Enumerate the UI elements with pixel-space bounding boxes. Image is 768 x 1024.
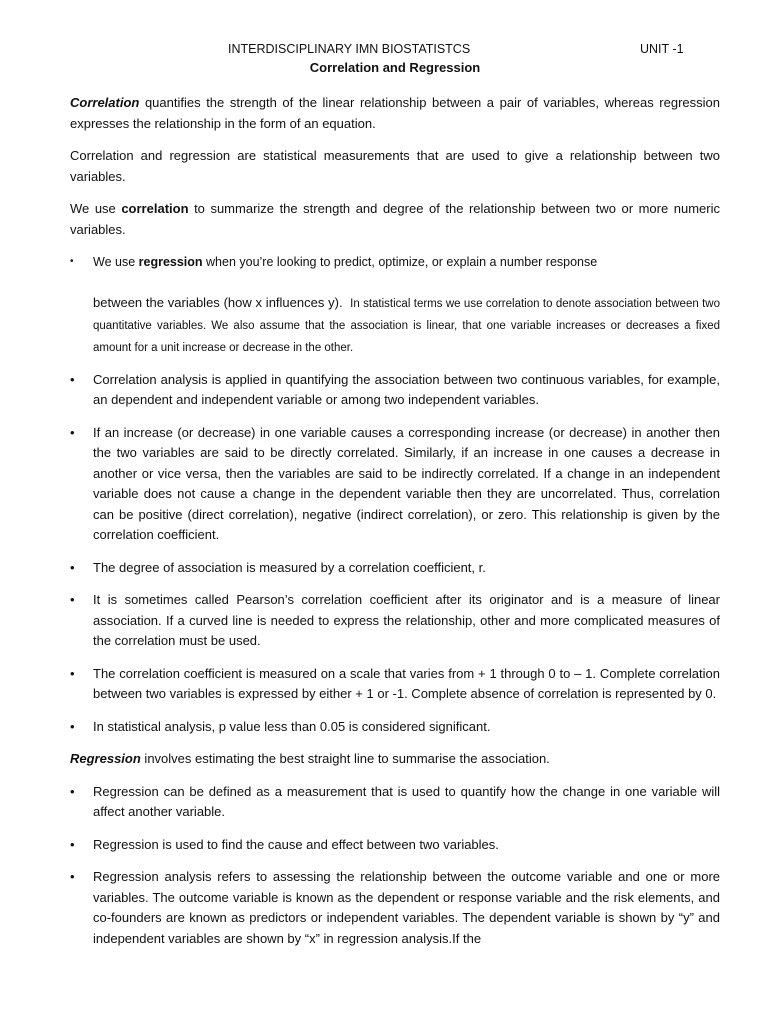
regression-bullet-list [70, 782, 720, 950]
regression-use-continuation-main: between the variables (how x influences y). [93, 294, 343, 310]
list-item [70, 867, 720, 949]
list-item-text: The degree of association is measured by a correlation coefficient, r. [93, 559, 486, 575]
intro-paragraph-measurements: Correlation and regression are statistical measurements that are used to give a relationship between two variables. [70, 148, 720, 184]
intro-paragraph-correlation [70, 93, 720, 134]
list-item [70, 782, 720, 823]
list-item [70, 370, 720, 411]
document-page [70, 40, 720, 949]
bullet-glyph: • [70, 424, 75, 440]
regression-use-list [70, 252, 720, 273]
use-correlation-pre: We use [70, 201, 122, 216]
list-item [70, 423, 720, 546]
use-correlation-post: to summarize the strength and degree of the relationship between two or more numeric variables. [70, 201, 720, 237]
regression-paragraph [70, 749, 720, 770]
bullet-glyph: • [70, 836, 75, 852]
regression-use-pre: We use [93, 255, 139, 269]
list-item-text: Regression is used to find the cause and effect between two variables. [93, 836, 499, 852]
page-header [70, 40, 720, 60]
regression-paragraph-text: involves estimating the best straight line to summarise the association. [140, 751, 550, 766]
list-item-text: In statistical analysis, p value less than 0.05 is considered significant. [93, 718, 491, 734]
list-item [70, 717, 720, 738]
term-regression: Regression [70, 751, 141, 766]
bullet-glyph: • [70, 783, 75, 799]
term-regression-bold: regression [138, 255, 203, 269]
unit-label: UNIT -1 [640, 42, 684, 56]
bullet-glyph: • [70, 371, 75, 387]
list-item-text: Regression can be defined as a measurement that is used to quantify how the change in one variable will affect another variable. [93, 783, 720, 819]
list-item [70, 590, 720, 652]
list-item-text: Correlation analysis is applied in quantifying the association between two continuous variables, for example, an dependent and independent variable or among two independent variables. [93, 371, 720, 407]
list-item [70, 664, 720, 705]
intro-paragraph-use-correlation [70, 199, 720, 240]
intro-paragraph-correlation-text: quantifies the strength of the linear relationship between a pair of variables, whereas regression expresses the relationship in the form of an equation. [70, 95, 720, 131]
regression-use-continuation-small: In statistical terms we use correlation to denote association between two quantitative variables. We also assume that the association is linear, that one variable increases or decreases a fixed amount for a unit increase or decrease in the other. [93, 297, 720, 354]
bullet-glyph: • [70, 256, 74, 267]
bullet-glyph: • [70, 592, 75, 607]
bullet-glyph: • [70, 869, 75, 884]
correlation-bullet-list [70, 370, 720, 738]
page-title: Correlation and Regression [309, 60, 481, 75]
list-item-text: The correlation coefficient is measured on a scale that varies from + 1 through 0 to – 1. Complete correlation between two variables is expressed by either + 1 or -1. Complete absence of correlation is represented by 0. [93, 665, 720, 701]
term-correlation-bold: correlation [121, 201, 189, 216]
list-item-text: If an increase (or decrease) in one variable causes a corresponding increase (or decrease) in another then the two variables are said to be directly correlated. Similarly, if an increase in one causes a decrease in another or vice versa, then the variables are said to be indirectly correlated. If a change in an independent variable does not cause a change in the dependent variable then they are uncorrelated. Thus, correlation can be positive (direct correlation), negative (indirect correlation), or zero. This relationship is given by the correlation coefficient. [93, 424, 720, 542]
regression-use-post: when you’re looking to predict, optimize, or explain a number response [202, 255, 598, 269]
bullet-glyph: • [70, 559, 75, 575]
list-item [70, 835, 720, 856]
list-item [70, 252, 720, 273]
bullet-glyph: • [70, 718, 75, 734]
course-title: INTERDISCIPLINARY IMN BIOSTATISTCS [228, 42, 471, 56]
regression-use-continuation [70, 292, 720, 358]
list-item [70, 558, 720, 579]
bullet-glyph: • [70, 665, 75, 681]
list-item-text: It is sometimes called Pearson’s correlation coefficient after its originator and is a measure of linear association. If a curved line is needed to express the relationship, other and more complicated measures of the correlation must be used. [93, 592, 720, 648]
list-item-text: Regression analysis refers to assessing the relationship between the outcome variable and one or more variables. The outcome variable is known as the dependent or response variable and the risk elements, and co-founders are known as predictors or independent variables. The dependent variable is shown by “y” and independent variables are shown by “x” in regression analysis.If the [93, 869, 720, 946]
term-correlation: Correlation [70, 95, 140, 110]
